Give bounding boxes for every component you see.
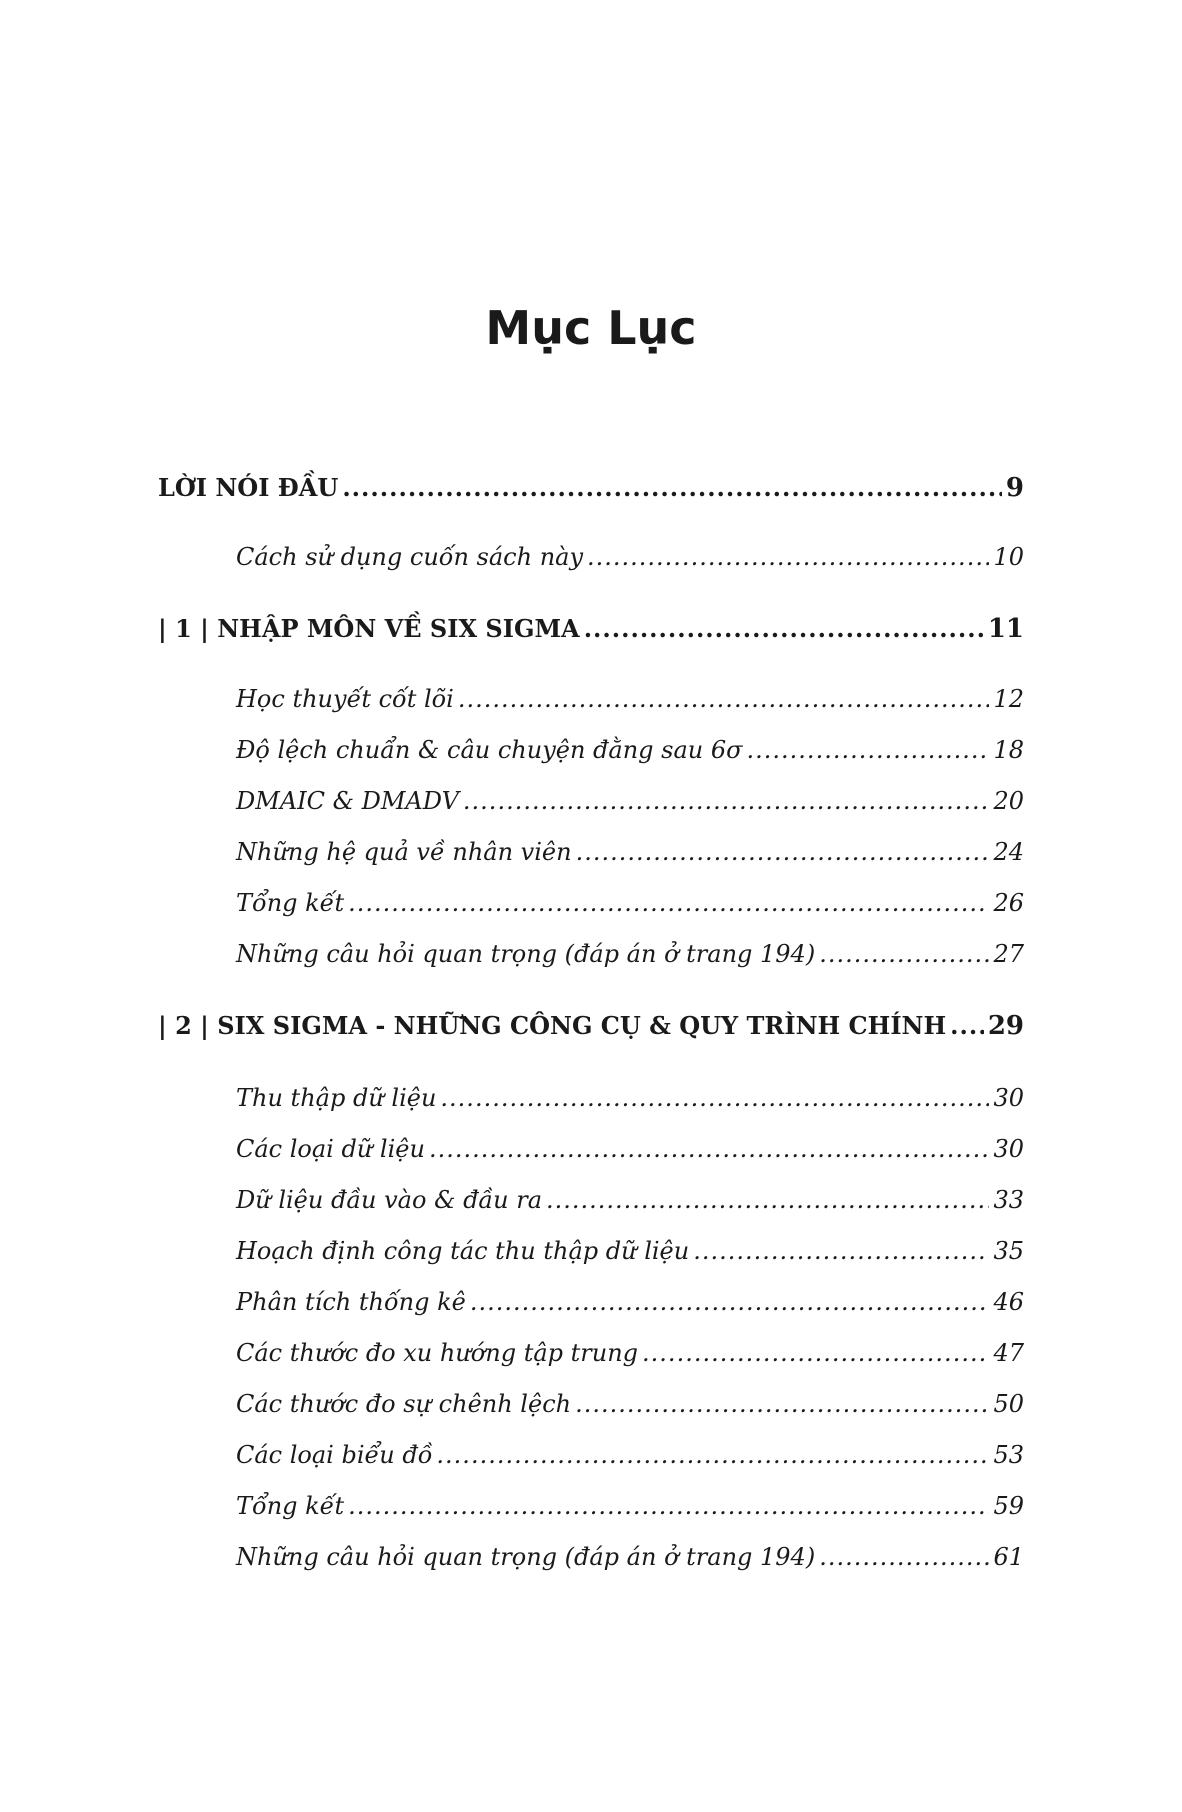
toc-entry-label: Tổng kết [236,889,345,917]
toc-entry-section[interactable] [236,832,1024,872]
toc-entry-chapter[interactable] [158,609,1024,649]
dot-leader [470,1282,990,1322]
toc-entry-label: Các thước đo xu hướng tập trung [236,1339,639,1367]
dot-leader [348,1486,989,1526]
toc-entry-label: Phân tích thống kê [236,1288,466,1316]
toc-entry-page: 61 [993,1543,1024,1571]
toc-entry-label: Học thuyết cốt lõi [236,685,454,713]
toc-entry-page: 35 [993,1237,1024,1265]
toc-entry-section[interactable] [236,537,1024,577]
toc-entry-label: Các loại biểu đồ [236,1441,433,1469]
dot-leader [440,1078,989,1118]
dot-leader [342,468,1002,508]
dot-leader [747,730,990,770]
toc-entry-section[interactable] [236,1078,1024,1118]
dot-leader [546,1180,989,1220]
toc-entry-label: Các loại dữ liệu [236,1135,425,1163]
dot-leader [576,832,990,872]
toc-entry-section[interactable] [236,883,1024,923]
toc-entry-page: 29 [987,1011,1024,1041]
toc-entry-label: Tổng kết [236,1492,345,1520]
dot-leader [458,679,990,719]
toc-entry-section[interactable] [236,1486,1024,1526]
toc-entry-section[interactable] [236,1231,1024,1271]
dot-leader [950,1006,984,1046]
dot-leader [436,1435,989,1475]
dot-leader [642,1333,989,1373]
toc-entry-section[interactable] [236,1384,1024,1424]
dot-leader [429,1129,990,1169]
toc-entry-label: Hoạch định công tác thu thập dữ liệu [236,1237,690,1265]
toc-entry-section[interactable] [236,730,1024,770]
dot-leader [575,1384,989,1424]
toc-entry-label: Những câu hỏi quan trọng (đáp án ở trang 194) [236,1543,816,1571]
toc-entry-section[interactable] [236,679,1024,719]
toc-entry-page: 9 [1005,473,1024,503]
dot-leader [463,781,990,821]
toc-entry-page: 24 [993,838,1024,866]
dot-leader [348,883,989,923]
toc-entry-label: Những câu hỏi quan trọng (đáp án ở trang 194) [236,940,816,968]
toc-entry-label: Các thước đo sự chênh lệch [236,1390,572,1418]
toc-entry-label: | 2 | SIX SIGMA - NHỮNG CÔNG CỤ & QUY TRÌNH CHÍNH [158,1011,947,1040]
toc-entry-label: | 1 | NHẬP MÔN VỀ SIX SIGMA [158,614,580,643]
toc-entry-section[interactable] [236,1282,1024,1322]
toc-entry-page: 47 [993,1339,1024,1367]
toc-entry-page: 33 [993,1186,1024,1214]
page-title: Mục Lục [485,301,697,355]
toc-entry-label: Dữ liệu đầu vào & đầu ra [236,1186,542,1214]
toc-entry-page: 12 [993,685,1024,713]
toc-entry-section[interactable] [236,781,1024,821]
toc-entry-page: 20 [993,787,1024,815]
toc-entry-label: Độ lệch chuẩn & câu chuyện đằng sau 6σ [236,736,743,764]
toc-entry-section[interactable] [236,1180,1024,1220]
toc-entry-page: 30 [993,1135,1024,1163]
toc-entry-page: 26 [993,889,1024,917]
toc-entry-page: 30 [993,1084,1024,1112]
toc-entry-page: 59 [993,1492,1024,1520]
toc-entry-label: LỜI NÓI ĐẦU [158,473,339,502]
toc-entry-page: 50 [993,1390,1024,1418]
toc-entry-section[interactable] [236,1129,1024,1169]
toc-entry-page: 10 [993,543,1024,571]
dot-leader [819,934,989,974]
toc-entry-section[interactable] [236,1537,1024,1577]
toc-entry-section[interactable] [236,1333,1024,1373]
dot-leader [819,1537,989,1577]
toc-entry-page: 18 [993,736,1024,764]
toc-entry-page: 53 [993,1441,1024,1469]
toc-entry-label: DMAIC & DMADV [236,787,459,815]
toc-entry-chapter[interactable] [158,468,1024,508]
toc-entry-section[interactable] [236,1435,1024,1475]
dot-leader [587,537,989,577]
toc-entry-page: 27 [993,940,1024,968]
dot-leader [693,1231,989,1271]
toc-entry-section[interactable] [236,934,1024,974]
toc-entry-label: Những hệ quả về nhân viên [236,838,572,866]
toc-entry-chapter[interactable] [158,1006,1024,1046]
toc-entry-page: 46 [993,1288,1024,1316]
toc-entry-label: Cách sử dụng cuốn sách này [236,543,584,571]
dot-leader [584,609,984,649]
toc-entry-label: Thu thập dữ liệu [236,1084,437,1112]
toc-entry-page: 11 [987,614,1024,644]
